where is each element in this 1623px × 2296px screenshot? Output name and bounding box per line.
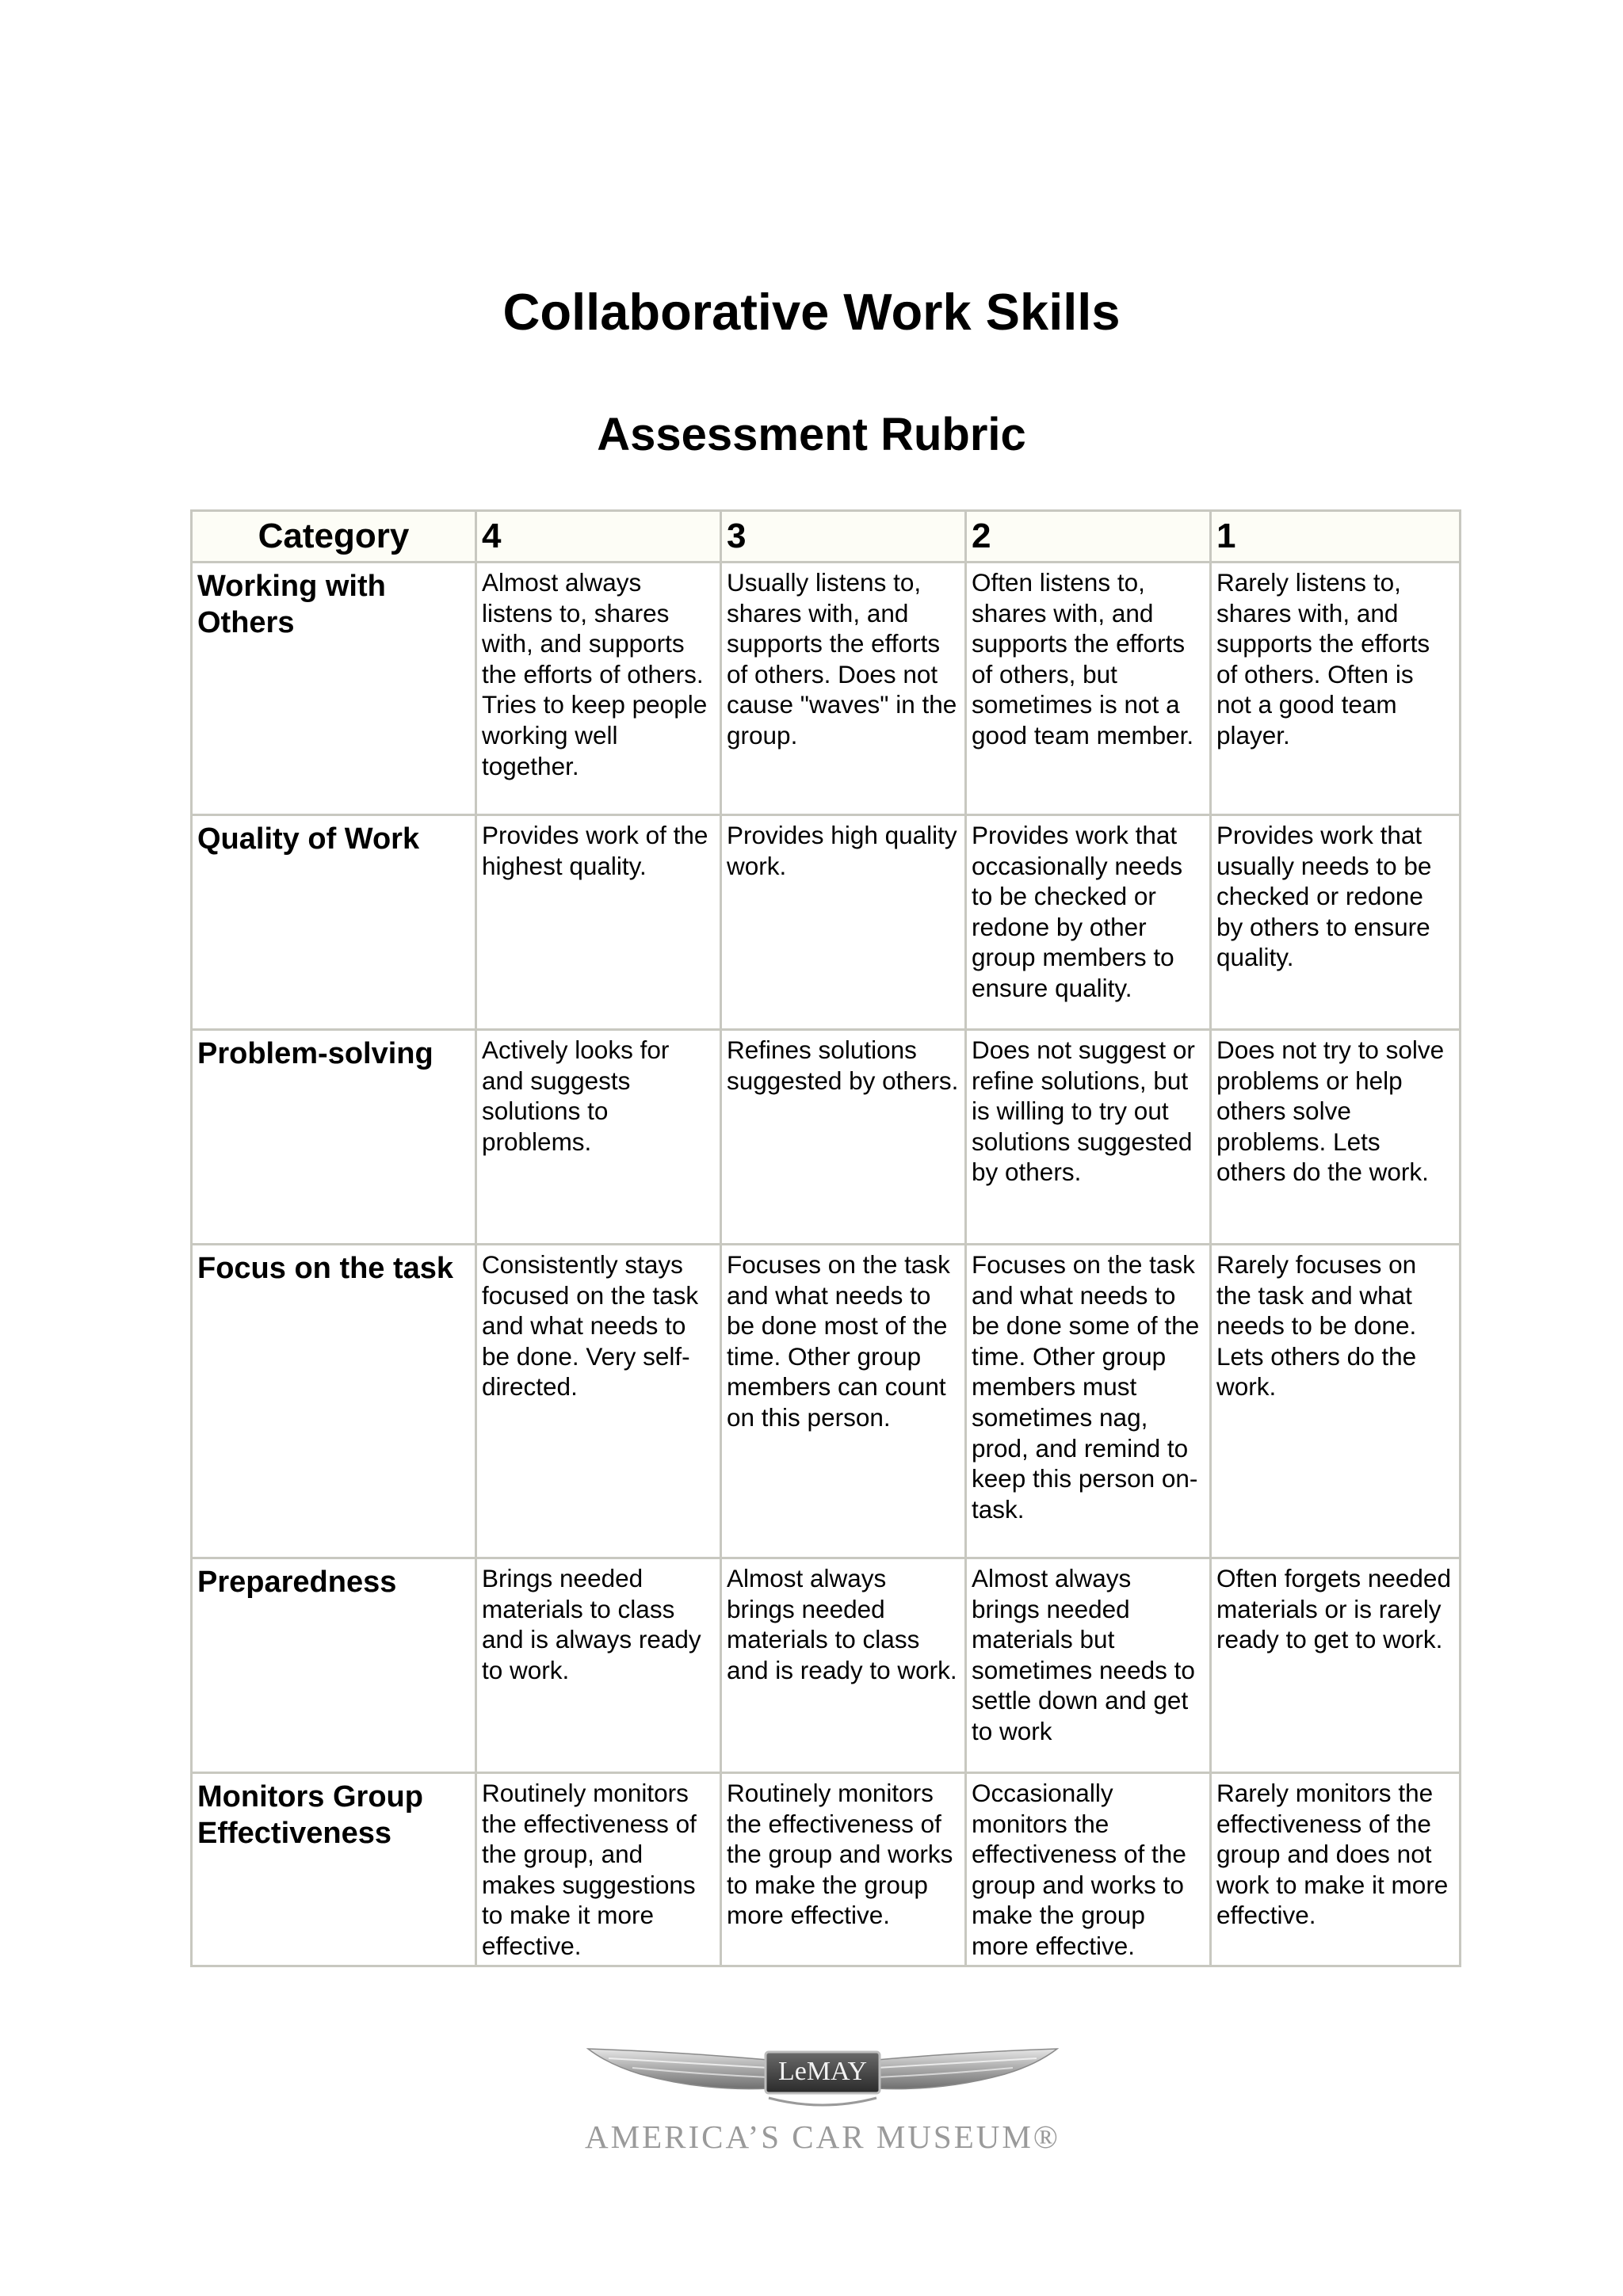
header-score-4: 4 [476, 511, 721, 563]
table-row [192, 1558, 1461, 1773]
criteria-cell: Rarely focuses on the task and what needs to be done. Lets others do the work. [1211, 1245, 1461, 1558]
category-cell: Quality of Work [192, 815, 476, 1030]
criteria-cell: Almost always brings needed materials but sometimes needs to settle down and get to work [966, 1558, 1211, 1773]
criteria-cell: Consistently stays focused on the task and what needs to be done. Very self-directed. [476, 1245, 721, 1558]
table-row [192, 563, 1461, 815]
page-title: Collaborative Work Skills [502, 283, 1121, 341]
criteria-cell: Brings needed materials to class and is always ready to work. [476, 1558, 721, 1773]
header-score-3: 3 [721, 511, 966, 563]
category-cell: Focus on the task [192, 1245, 476, 1558]
criteria-cell: Often forgets needed materials or is rarely ready to get to work. [1211, 1558, 1461, 1773]
criteria-cell: Provides work of the highest quality. [476, 815, 721, 1030]
criteria-cell: Rarely listens to, shares with, and supports the efforts of others. Often is not a good team player. [1211, 563, 1461, 815]
criteria-cell: Occasionally monitors the effectiveness of the group and works to make the group more effective. [966, 1773, 1211, 1966]
category-cell: Working with Others [192, 563, 476, 815]
criteria-cell: Does not suggest or refine solutions, but is willing to try out solutions suggested by others. [966, 1030, 1211, 1245]
criteria-cell: Provides work that occasionally needs to be checked or redone by other group members to ensure quality. [966, 815, 1211, 1030]
criteria-cell: Usually listens to, shares with, and supports the efforts of others. Does not cause "waves" in the group. [721, 563, 966, 815]
criteria-cell: Often listens to, shares with, and supports the efforts of others, but sometimes is not a good team member. [966, 563, 1211, 815]
logo-text: AMERICA’S CAR MUSEUM® [585, 2119, 1060, 2155]
criteria-cell: Focuses on the task and what needs to be done some of the time. Other group members must sometimes nag, prod, and remind to keep this person on-task. [966, 1245, 1211, 1558]
header-score-2: 2 [966, 511, 1211, 563]
table-row [192, 1773, 1461, 1966]
category-cell: Monitors Group Effectiveness [192, 1773, 476, 1966]
criteria-cell: Actively looks for and suggests solutions to problems. [476, 1030, 721, 1245]
logo-mark: LeMAY [777, 2057, 868, 2086]
criteria-cell: Does not try to solve problems or help others solve problems. Lets others do the work. [1211, 1030, 1461, 1245]
page-subtitle: Assessment Rubric [597, 409, 1026, 460]
criteria-cell: Routinely monitors the effectiveness of the group and works to make the group more effective. [721, 1773, 966, 1966]
header-score-1: 1 [1211, 511, 1461, 563]
museum-logo [585, 2042, 1060, 2161]
criteria-cell: Routinely monitors the effectiveness of the group, and makes suggestions to make it more effective. [476, 1773, 721, 1966]
criteria-cell: Rarely monitors the effectiveness of the group and does not work to make it more effective. [1211, 1773, 1461, 1966]
criteria-cell: Provides work that usually needs to be checked or redone by others to ensure quality. [1211, 815, 1461, 1030]
table-row [192, 815, 1461, 1030]
criteria-cell: Focuses on the task and what needs to be done most of the time. Other group members can count on this person. [721, 1245, 966, 1558]
table-row [192, 1030, 1461, 1245]
category-cell: Problem-solving [192, 1030, 476, 1245]
header-row [192, 511, 1461, 563]
table-row [192, 1245, 1461, 1558]
criteria-cell: Almost always brings needed materials to class and is ready to work. [721, 1558, 966, 1773]
header-category: Category [192, 511, 476, 563]
criteria-cell: Almost always listens to, shares with, and supports the efforts of others. Tries to keep people working well together. [476, 563, 721, 815]
rubric-table [190, 509, 1461, 1967]
category-cell: Preparedness [192, 1558, 476, 1773]
criteria-cell: Refines solutions suggested by others. [721, 1030, 966, 1245]
criteria-cell: Provides high quality work. [721, 815, 966, 1030]
